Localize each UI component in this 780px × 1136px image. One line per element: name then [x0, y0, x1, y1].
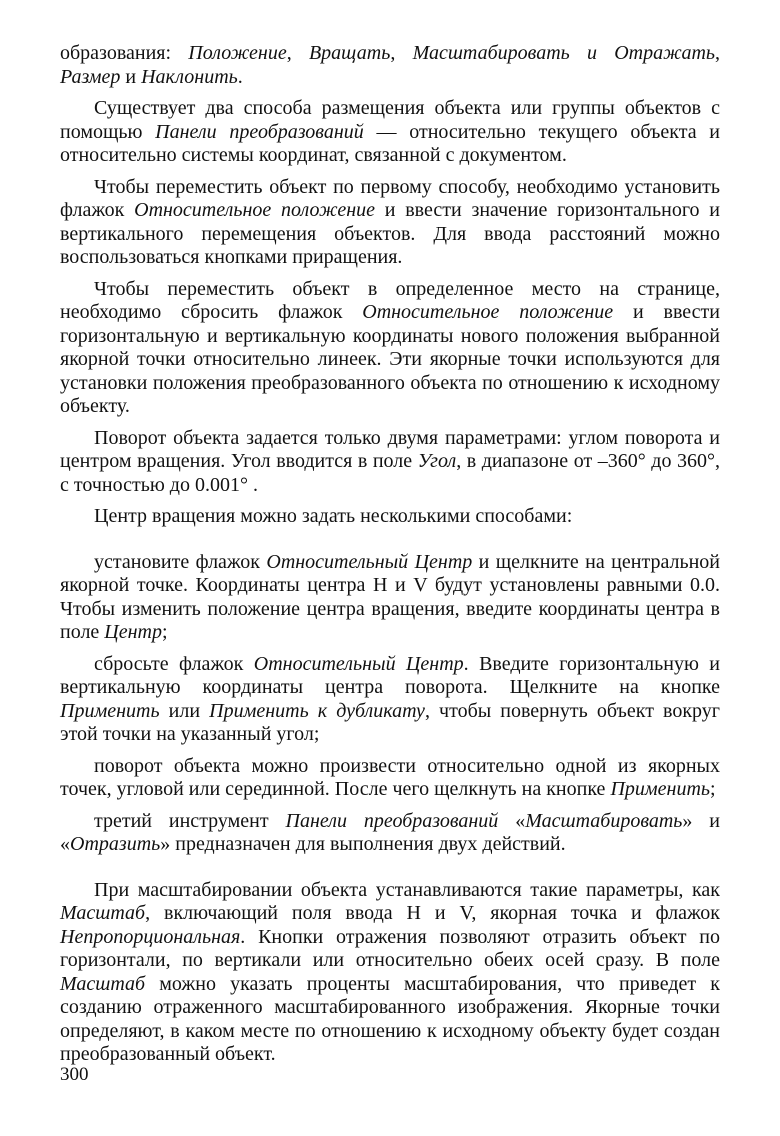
italic-term: Относительный Центр	[266, 550, 473, 573]
paragraph-continuation	[60, 42, 720, 89]
italic-term: Угол	[417, 450, 457, 472]
text-run: и ввести значение горизонтального и вертикального перемещения объектов. Для ввода расстояний можно воспользоваться кнопками приращения.	[60, 199, 720, 268]
list-item-reset-center	[60, 653, 720, 747]
text-run: , в диапазоне от –360° до 360°, с точностью до 0.001° .	[60, 450, 720, 496]
text-run: «	[498, 809, 526, 832]
text-run: » и «	[60, 809, 721, 855]
italic-term: Отразить	[70, 833, 161, 855]
text-run: , чтобы повернуть объект вокруг этой точки на указанный угол;	[60, 699, 720, 745]
text-run: — относительно текущего объекта и относительно системы координат, связанной с документом.	[60, 120, 720, 166]
paragraph-relative-move	[60, 176, 720, 270]
text-run: или	[159, 699, 210, 722]
text-run: ;	[161, 621, 168, 643]
text-run: .	[237, 65, 243, 88]
text-run: ;	[710, 778, 716, 800]
paragraph-scaling	[60, 879, 720, 1067]
italic-term: Центр	[104, 621, 162, 643]
text-run: и щелкните на центральной якорной точке. Координаты центра H и V будут установлены равными 0.0. Чтобы изменить положение центра вращения, введите координаты центра в поле	[60, 550, 720, 643]
italic-term: Масштаб	[60, 902, 146, 924]
italic-term: Применить к дубликату	[209, 699, 425, 722]
text-run: Существует два способа размещения объекта или группы объектов с помощью	[60, 97, 720, 143]
text-run: При масштабировании объекта устанавливаются такие параметры, как	[94, 878, 720, 901]
text-run: ,	[286, 42, 309, 64]
text-run: ,	[390, 42, 413, 64]
italic-term: Относительное положение	[134, 199, 375, 221]
italic-term: Применить	[610, 778, 710, 800]
italic-term: Размер	[60, 65, 121, 88]
text-run: Поворот объекта задается только двумя параметрами: углом поворота и центром вращения. Угол вводится в поле	[60, 426, 720, 472]
list-item-relative-center	[60, 551, 720, 645]
italic-term: Вращать	[308, 42, 391, 64]
page-number: 300	[60, 1064, 89, 1085]
text-run: ,	[715, 42, 720, 64]
text-run: , включающий поля ввода H и V, якорная точка и флажок	[145, 902, 720, 924]
italic-term: Наклонить	[141, 65, 238, 88]
text-run: можно указать проценты масштабирования, что приведет к созданию отраженного масштабированного изображения. Якорные точки определяют, в каком месте по отношению к исходному объекту будет создан преобразованный объект.	[60, 972, 720, 1065]
text-run: третий инструмент	[94, 809, 286, 832]
italic-term: Относительное положение	[362, 301, 614, 323]
text-run: поворот объекта можно произвести относительно одной из якорных точек, угловой или серединной. После чего щелкнуть на кнопке	[60, 754, 720, 800]
list-item-scale-reflect-tool	[60, 810, 720, 857]
paragraph-placement-methods	[60, 97, 720, 168]
paragraph-rotation-center-intro	[60, 505, 720, 529]
text-run: Чтобы переместить объект в определенное место на странице, необходимо сбросить флажок	[60, 277, 720, 323]
text-run: Чтобы переместить объект по первому способу, необходимо установить флажок	[60, 175, 720, 221]
text-run: и	[120, 65, 142, 88]
italic-term: Положение	[188, 42, 287, 64]
text-run: сбросьте флажок	[94, 652, 254, 675]
italic-term: Непропорциональная	[60, 925, 241, 948]
text-run: Центр вращения можно задать несколькими способами:	[94, 505, 573, 527]
italic-term: Панели преобразований	[285, 809, 499, 832]
paragraph-rotation	[60, 427, 720, 498]
italic-term: Масштабировать и Отражать	[412, 42, 715, 64]
italic-term: Масштабировать	[525, 809, 683, 832]
italic-term: Относительный Центр	[253, 652, 464, 675]
italic-term: Применить	[60, 699, 160, 722]
text-run: . Кнопки отражения позволяют отразить объект по горизонтали, по вертикали или относительно обеих осей сразу. В поле	[60, 925, 720, 971]
text-run: образования:	[60, 42, 189, 64]
italic-term: Масштаб	[60, 972, 146, 995]
text-run: » предназначен для выполнения двух действий.	[160, 833, 566, 855]
text-run: и ввести горизонтальную и вертикальную координаты нового положения выбранной якорной точки относительно линеек. Эти якорные точки используются для установки положения преобразованного объекта по отношению к исходному объекту.	[60, 301, 720, 417]
list-item-anchor-rotation	[60, 755, 720, 802]
paragraph-absolute-move	[60, 278, 720, 419]
italic-term: Панели преобразований	[155, 120, 364, 143]
text-run: . Введите горизонтальную и вертикальную координаты центра поворота. Щелкните на кнопке	[60, 652, 720, 698]
text-run: установите флажок	[94, 550, 267, 573]
